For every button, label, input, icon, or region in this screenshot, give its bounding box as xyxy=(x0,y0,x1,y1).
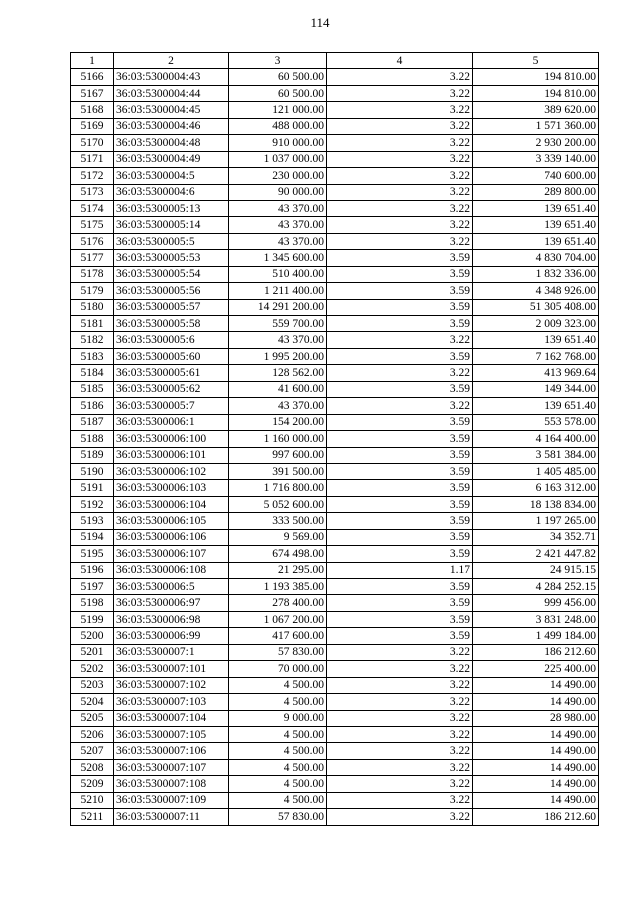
area-value-cell: 910 000.00 xyxy=(229,135,327,151)
cadastral-number-cell: 36:03:5300007:102 xyxy=(114,677,229,693)
row-number-cell: 5177 xyxy=(71,250,114,266)
table-row xyxy=(71,398,599,414)
area-value-cell: 43 370.00 xyxy=(229,233,327,249)
cadastral-value-cell: 2 930 200.00 xyxy=(473,135,599,151)
row-number-cell: 5184 xyxy=(71,365,114,381)
row-number-cell: 5172 xyxy=(71,168,114,184)
cadastral-value-cell: 4 284 252.15 xyxy=(473,579,599,595)
cadastral-value-cell: 4 164 400.00 xyxy=(473,431,599,447)
rate-cell: 3.59 xyxy=(327,431,473,447)
area-value-cell: 121 000.00 xyxy=(229,102,327,118)
cadastral-value-cell: 1 405 485.00 xyxy=(473,463,599,479)
table-row xyxy=(71,118,599,134)
rate-cell: 3.59 xyxy=(327,299,473,315)
table-row xyxy=(71,283,599,299)
row-number-cell: 5189 xyxy=(71,447,114,463)
cadastral-value-cell: 999 456.00 xyxy=(473,595,599,611)
row-number-cell: 5190 xyxy=(71,463,114,479)
area-value-cell: 41 600.00 xyxy=(229,381,327,397)
rate-cell: 3.59 xyxy=(327,529,473,545)
table-row xyxy=(71,184,599,200)
table-row xyxy=(71,529,599,545)
cadastral-number-cell: 36:03:5300007:107 xyxy=(114,759,229,775)
cadastral-number-cell: 36:03:5300006:105 xyxy=(114,513,229,529)
row-number-cell: 5171 xyxy=(71,151,114,167)
row-number-cell: 5167 xyxy=(71,85,114,101)
cadastral-number-cell: 36:03:5300006:1 xyxy=(114,414,229,430)
cadastral-value-cell: 14 490.00 xyxy=(473,677,599,693)
cadastral-number-cell: 36:03:5300007:109 xyxy=(114,792,229,808)
area-value-cell: 391 500.00 xyxy=(229,463,327,479)
page-number: 114 xyxy=(310,15,330,30)
area-value-cell: 1 716 800.00 xyxy=(229,480,327,496)
row-number-cell: 5181 xyxy=(71,316,114,332)
area-value-cell: 43 370.00 xyxy=(229,217,327,233)
table-row xyxy=(71,562,599,578)
rate-cell: 3.59 xyxy=(327,348,473,364)
cadastral-number-cell: 36:03:5300006:100 xyxy=(114,431,229,447)
cadastral-number-cell: 36:03:5300007:1 xyxy=(114,644,229,660)
rate-cell: 3.22 xyxy=(327,398,473,414)
cadastral-value-cell: 7 162 768.00 xyxy=(473,348,599,364)
table-row xyxy=(71,759,599,775)
cadastral-value-cell: 6 163 312.00 xyxy=(473,480,599,496)
rate-cell: 3.22 xyxy=(327,85,473,101)
rate-cell: 3.22 xyxy=(327,661,473,677)
cadastral-number-cell: 36:03:5300007:103 xyxy=(114,694,229,710)
table-row xyxy=(71,381,599,397)
cadastral-number-cell: 36:03:5300007:105 xyxy=(114,726,229,742)
rate-cell: 3.59 xyxy=(327,480,473,496)
area-value-cell: 5 052 600.00 xyxy=(229,496,327,512)
cadastral-number-cell: 36:03:5300005:56 xyxy=(114,283,229,299)
cadastral-value-cell: 2 421 447.82 xyxy=(473,546,599,562)
column-header-5: 5 xyxy=(473,53,599,69)
area-value-cell: 21 295.00 xyxy=(229,562,327,578)
row-number-cell: 5203 xyxy=(71,677,114,693)
row-number-cell: 5200 xyxy=(71,628,114,644)
area-value-cell: 4 500.00 xyxy=(229,677,327,693)
row-number-cell: 5174 xyxy=(71,200,114,216)
row-number-cell: 5183 xyxy=(71,348,114,364)
table-row xyxy=(71,644,599,660)
cadastral-number-cell: 36:03:5300006:106 xyxy=(114,529,229,545)
cadastral-value-cell: 289 800.00 xyxy=(473,184,599,200)
table-row xyxy=(71,135,599,151)
area-value-cell: 559 700.00 xyxy=(229,316,327,332)
cadastral-number-cell: 36:03:5300004:5 xyxy=(114,168,229,184)
column-header-4: 4 xyxy=(327,53,473,69)
cadastral-number-cell: 36:03:5300006:104 xyxy=(114,496,229,512)
table-row xyxy=(71,85,599,101)
area-value-cell: 488 000.00 xyxy=(229,118,327,134)
area-value-cell: 230 000.00 xyxy=(229,168,327,184)
area-value-cell: 57 830.00 xyxy=(229,809,327,825)
cadastral-number-cell: 36:03:5300004:46 xyxy=(114,118,229,134)
rate-cell: 3.59 xyxy=(327,381,473,397)
cadastral-number-cell: 36:03:5300006:101 xyxy=(114,447,229,463)
row-number-cell: 5176 xyxy=(71,233,114,249)
rate-cell: 3.22 xyxy=(327,365,473,381)
rate-cell: 3.59 xyxy=(327,628,473,644)
column-header-2: 2 xyxy=(114,53,229,69)
cadastral-number-cell: 36:03:5300007:11 xyxy=(114,809,229,825)
row-number-cell: 5170 xyxy=(71,135,114,151)
table-row xyxy=(71,348,599,364)
cadastral-value-cell: 34 352.71 xyxy=(473,529,599,545)
table-row xyxy=(71,414,599,430)
table-row xyxy=(71,168,599,184)
cadastral-number-cell: 36:03:5300004:49 xyxy=(114,151,229,167)
area-value-cell: 4 500.00 xyxy=(229,694,327,710)
cadastral-value-cell: 2 009 323.00 xyxy=(473,316,599,332)
rate-cell: 3.22 xyxy=(327,151,473,167)
row-number-cell: 5210 xyxy=(71,792,114,808)
row-number-cell: 5201 xyxy=(71,644,114,660)
area-value-cell: 57 830.00 xyxy=(229,644,327,660)
cadastral-value-cell: 186 212.60 xyxy=(473,644,599,660)
cadastral-value-cell: 51 305 408.00 xyxy=(473,299,599,315)
table-row xyxy=(71,513,599,529)
area-value-cell: 70 000.00 xyxy=(229,661,327,677)
table-row xyxy=(71,792,599,808)
column-header-1: 1 xyxy=(71,53,114,69)
cadastral-value-cell: 139 651.40 xyxy=(473,217,599,233)
rate-cell: 3.22 xyxy=(327,217,473,233)
rate-cell: 3.22 xyxy=(327,710,473,726)
cadastral-number-cell: 36:03:5300005:7 xyxy=(114,398,229,414)
table-row xyxy=(71,546,599,562)
table-row xyxy=(71,151,599,167)
cadastral-number-cell: 36:03:5300005:60 xyxy=(114,348,229,364)
cadastral-number-cell: 36:03:5300005:54 xyxy=(114,266,229,282)
row-number-cell: 5199 xyxy=(71,611,114,627)
area-value-cell: 1 160 000.00 xyxy=(229,431,327,447)
table-row xyxy=(71,332,599,348)
table-row xyxy=(71,743,599,759)
rate-cell: 3.22 xyxy=(327,677,473,693)
table-row xyxy=(71,809,599,825)
rate-cell: 3.59 xyxy=(327,513,473,529)
cadastral-number-cell: 36:03:5300007:106 xyxy=(114,743,229,759)
cadastral-value-cell: 3 581 384.00 xyxy=(473,447,599,463)
table-row xyxy=(71,496,599,512)
rate-cell: 3.22 xyxy=(327,726,473,742)
row-number-cell: 5182 xyxy=(71,332,114,348)
rate-cell: 3.22 xyxy=(327,184,473,200)
row-number-cell: 5175 xyxy=(71,217,114,233)
cadastral-value-cell: 14 490.00 xyxy=(473,743,599,759)
row-number-cell: 5178 xyxy=(71,266,114,282)
cadastral-value-cell: 14 490.00 xyxy=(473,694,599,710)
cadastral-value-cell: 14 490.00 xyxy=(473,792,599,808)
row-number-cell: 5192 xyxy=(71,496,114,512)
row-number-cell: 5186 xyxy=(71,398,114,414)
area-value-cell: 278 400.00 xyxy=(229,595,327,611)
table-row xyxy=(71,102,599,118)
rate-cell: 3.22 xyxy=(327,168,473,184)
rate-cell: 3.22 xyxy=(327,102,473,118)
cadastral-value-cell: 14 490.00 xyxy=(473,726,599,742)
rate-cell: 3.22 xyxy=(327,644,473,660)
rate-cell: 3.59 xyxy=(327,463,473,479)
rate-cell: 3.22 xyxy=(327,233,473,249)
row-number-cell: 5187 xyxy=(71,414,114,430)
table-row xyxy=(71,480,599,496)
rate-cell: 3.22 xyxy=(327,743,473,759)
cadastral-value-cell: 139 651.40 xyxy=(473,332,599,348)
cadastral-value-cell: 553 578.00 xyxy=(473,414,599,430)
table-row xyxy=(71,316,599,332)
cadastral-number-cell: 36:03:5300006:5 xyxy=(114,579,229,595)
area-value-cell: 1 345 600.00 xyxy=(229,250,327,266)
cadastral-number-cell: 36:03:5300006:97 xyxy=(114,595,229,611)
rate-cell: 3.22 xyxy=(327,792,473,808)
cadastral-value-cell: 4 830 704.00 xyxy=(473,250,599,266)
row-number-cell: 5204 xyxy=(71,694,114,710)
cadastral-value-cell: 139 651.40 xyxy=(473,233,599,249)
area-value-cell: 43 370.00 xyxy=(229,332,327,348)
cadastral-value-cell: 225 400.00 xyxy=(473,661,599,677)
area-value-cell: 674 498.00 xyxy=(229,546,327,562)
cadastral-value-cell: 194 810.00 xyxy=(473,69,599,85)
rate-cell: 3.22 xyxy=(327,118,473,134)
row-number-cell: 5173 xyxy=(71,184,114,200)
area-value-cell: 4 500.00 xyxy=(229,726,327,742)
cadastral-value-cell: 14 490.00 xyxy=(473,759,599,775)
table-row xyxy=(71,611,599,627)
cadastral-number-cell: 36:03:5300004:48 xyxy=(114,135,229,151)
row-number-cell: 5180 xyxy=(71,299,114,315)
cadastral-number-cell: 36:03:5300004:45 xyxy=(114,102,229,118)
table-row xyxy=(71,431,599,447)
cadastral-number-cell: 36:03:5300006:107 xyxy=(114,546,229,562)
row-number-cell: 5194 xyxy=(71,529,114,545)
table-row xyxy=(71,266,599,282)
cadastral-value-cell: 1 499 184.00 xyxy=(473,628,599,644)
row-number-cell: 5169 xyxy=(71,118,114,134)
row-number-cell: 5168 xyxy=(71,102,114,118)
cadastral-number-cell: 36:03:5300005:53 xyxy=(114,250,229,266)
area-value-cell: 1 995 200.00 xyxy=(229,348,327,364)
row-number-cell: 5179 xyxy=(71,283,114,299)
area-value-cell: 333 500.00 xyxy=(229,513,327,529)
row-number-cell: 5202 xyxy=(71,661,114,677)
table-row xyxy=(71,200,599,216)
cadastral-value-table xyxy=(70,52,599,826)
rate-cell: 3.59 xyxy=(327,316,473,332)
cadastral-value-cell: 194 810.00 xyxy=(473,85,599,101)
cadastral-number-cell: 36:03:5300005:57 xyxy=(114,299,229,315)
cadastral-value-cell: 139 651.40 xyxy=(473,398,599,414)
table-row xyxy=(71,463,599,479)
row-number-cell: 5191 xyxy=(71,480,114,496)
cadastral-number-cell: 36:03:5300005:62 xyxy=(114,381,229,397)
cadastral-value-cell: 14 490.00 xyxy=(473,776,599,792)
row-number-cell: 5185 xyxy=(71,381,114,397)
cadastral-value-cell: 24 915.15 xyxy=(473,562,599,578)
area-value-cell: 4 500.00 xyxy=(229,759,327,775)
table-row xyxy=(71,250,599,266)
table-row xyxy=(71,595,599,611)
cadastral-number-cell: 36:03:5300007:108 xyxy=(114,776,229,792)
row-number-cell: 5196 xyxy=(71,562,114,578)
rate-cell: 3.22 xyxy=(327,776,473,792)
cadastral-value-cell: 139 651.40 xyxy=(473,200,599,216)
area-value-cell: 1 067 200.00 xyxy=(229,611,327,627)
table-row xyxy=(71,233,599,249)
area-value-cell: 9 569.00 xyxy=(229,529,327,545)
cadastral-value-cell: 149 344.00 xyxy=(473,381,599,397)
area-value-cell: 1 211 400.00 xyxy=(229,283,327,299)
table-row xyxy=(71,677,599,693)
cadastral-value-cell: 389 620.00 xyxy=(473,102,599,118)
cadastral-value-cell: 4 348 926.00 xyxy=(473,283,599,299)
cadastral-number-cell: 36:03:5300005:58 xyxy=(114,316,229,332)
area-value-cell: 9 000.00 xyxy=(229,710,327,726)
cadastral-number-cell: 36:03:5300005:13 xyxy=(114,200,229,216)
cadastral-number-cell: 36:03:5300005:6 xyxy=(114,332,229,348)
rate-cell: 1.17 xyxy=(327,562,473,578)
area-value-cell: 43 370.00 xyxy=(229,398,327,414)
area-value-cell: 4 500.00 xyxy=(229,743,327,759)
area-value-cell: 154 200.00 xyxy=(229,414,327,430)
table-row xyxy=(71,365,599,381)
area-value-cell: 997 600.00 xyxy=(229,447,327,463)
row-number-cell: 5166 xyxy=(71,69,114,85)
rate-cell: 3.22 xyxy=(327,135,473,151)
cadastral-number-cell: 36:03:5300004:44 xyxy=(114,85,229,101)
rate-cell: 3.22 xyxy=(327,694,473,710)
row-number-cell: 5211 xyxy=(71,809,114,825)
cadastral-value-cell: 1 197 265.00 xyxy=(473,513,599,529)
area-value-cell: 128 562.00 xyxy=(229,365,327,381)
cadastral-number-cell: 36:03:5300006:99 xyxy=(114,628,229,644)
cadastral-value-cell: 413 969.64 xyxy=(473,365,599,381)
area-value-cell: 43 370.00 xyxy=(229,200,327,216)
column-header-3: 3 xyxy=(229,53,327,69)
rate-cell: 3.59 xyxy=(327,611,473,627)
table-body xyxy=(71,69,599,825)
row-number-cell: 5209 xyxy=(71,776,114,792)
cadastral-number-cell: 36:03:5300005:61 xyxy=(114,365,229,381)
area-value-cell: 510 400.00 xyxy=(229,266,327,282)
row-number-cell: 5207 xyxy=(71,743,114,759)
table-row xyxy=(71,69,599,85)
area-value-cell: 60 500.00 xyxy=(229,69,327,85)
table-row xyxy=(71,661,599,677)
area-value-cell: 14 291 200.00 xyxy=(229,299,327,315)
cadastral-value-cell: 1 832 336.00 xyxy=(473,266,599,282)
table-row xyxy=(71,447,599,463)
row-number-cell: 5193 xyxy=(71,513,114,529)
area-value-cell: 4 500.00 xyxy=(229,792,327,808)
area-value-cell: 417 600.00 xyxy=(229,628,327,644)
rate-cell: 3.59 xyxy=(327,266,473,282)
rate-cell: 3.22 xyxy=(327,809,473,825)
cadastral-value-cell: 3 831 248.00 xyxy=(473,611,599,627)
rate-cell: 3.59 xyxy=(327,595,473,611)
row-number-cell: 5197 xyxy=(71,579,114,595)
table-row xyxy=(71,694,599,710)
table-row xyxy=(71,628,599,644)
rate-cell: 3.59 xyxy=(327,496,473,512)
cadastral-number-cell: 36:03:5300006:98 xyxy=(114,611,229,627)
rate-cell: 3.59 xyxy=(327,250,473,266)
table-row xyxy=(71,299,599,315)
table-row xyxy=(71,776,599,792)
rate-cell: 3.59 xyxy=(327,546,473,562)
cadastral-number-cell: 36:03:5300007:104 xyxy=(114,710,229,726)
cadastral-number-cell: 36:03:5300006:108 xyxy=(114,562,229,578)
cadastral-number-cell: 36:03:5300006:102 xyxy=(114,463,229,479)
cadastral-value-cell: 186 212.60 xyxy=(473,809,599,825)
area-value-cell: 1 037 000.00 xyxy=(229,151,327,167)
area-value-cell: 90 000.00 xyxy=(229,184,327,200)
table-row xyxy=(71,710,599,726)
area-value-cell: 1 193 385.00 xyxy=(229,579,327,595)
rate-cell: 3.59 xyxy=(327,447,473,463)
table-row xyxy=(71,726,599,742)
rate-cell: 3.22 xyxy=(327,69,473,85)
cadastral-value-cell: 1 571 360.00 xyxy=(473,118,599,134)
row-number-cell: 5195 xyxy=(71,546,114,562)
rate-cell: 3.22 xyxy=(327,759,473,775)
rate-cell: 3.22 xyxy=(327,332,473,348)
row-number-cell: 5188 xyxy=(71,431,114,447)
cadastral-number-cell: 36:03:5300006:103 xyxy=(114,480,229,496)
cadastral-number-cell: 36:03:5300005:5 xyxy=(114,233,229,249)
cadastral-value-cell: 740 600.00 xyxy=(473,168,599,184)
row-number-cell: 5208 xyxy=(71,759,114,775)
area-value-cell: 60 500.00 xyxy=(229,85,327,101)
rate-cell: 3.22 xyxy=(327,200,473,216)
cadastral-number-cell: 36:03:5300004:6 xyxy=(114,184,229,200)
cadastral-value-cell: 18 138 834.00 xyxy=(473,496,599,512)
cadastral-value-cell: 28 980.00 xyxy=(473,710,599,726)
row-number-cell: 5205 xyxy=(71,710,114,726)
table-header-row xyxy=(71,53,599,69)
area-value-cell: 4 500.00 xyxy=(229,776,327,792)
cadastral-number-cell: 36:03:5300007:101 xyxy=(114,661,229,677)
table-row xyxy=(71,217,599,233)
rate-cell: 3.59 xyxy=(327,283,473,299)
rate-cell: 3.59 xyxy=(327,414,473,430)
row-number-cell: 5198 xyxy=(71,595,114,611)
cadastral-number-cell: 36:03:5300004:43 xyxy=(114,69,229,85)
cadastral-value-cell: 3 339 140.00 xyxy=(473,151,599,167)
rate-cell: 3.59 xyxy=(327,579,473,595)
table-row xyxy=(71,579,599,595)
row-number-cell: 5206 xyxy=(71,726,114,742)
cadastral-number-cell: 36:03:5300005:14 xyxy=(114,217,229,233)
